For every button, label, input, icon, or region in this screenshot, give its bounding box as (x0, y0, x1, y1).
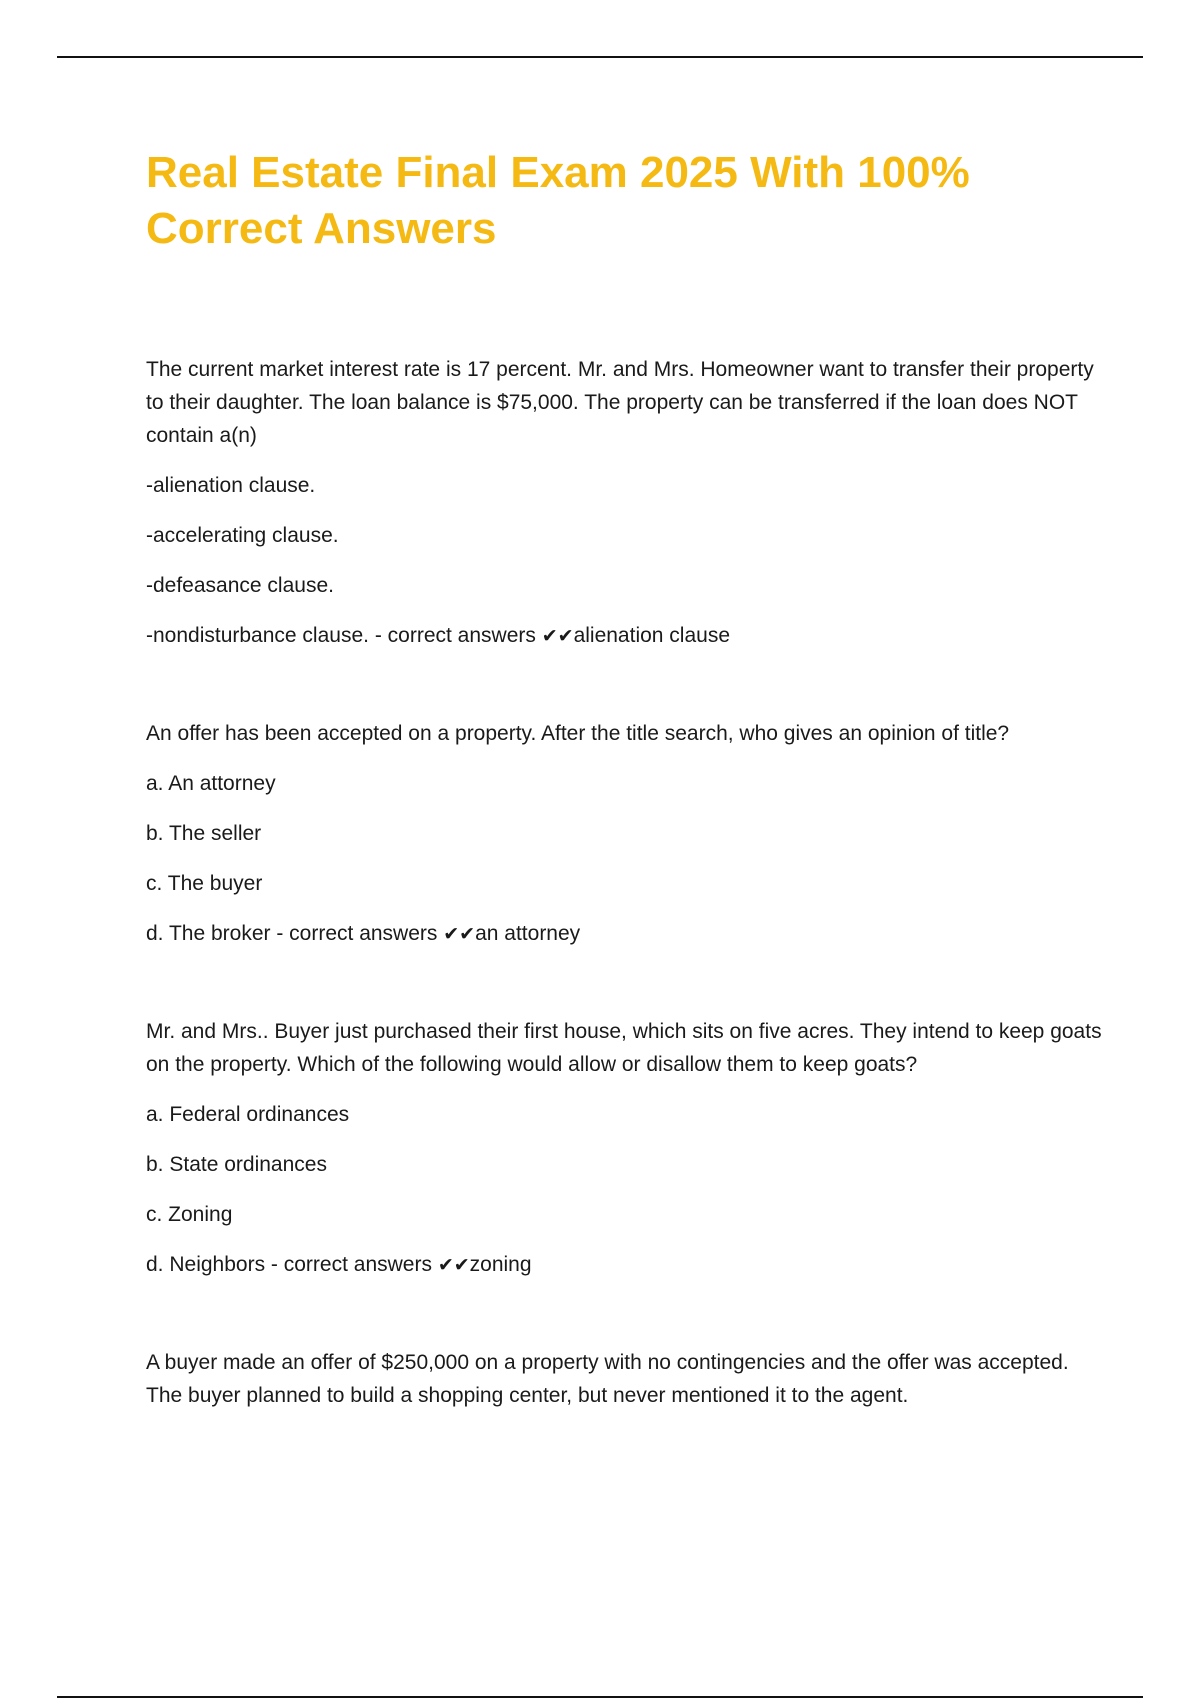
header-rule (57, 56, 1143, 58)
question-4-text: A buyer made an offer of $250,000 on a property with no contingencies and the offer was accepted. The buyer planned to build a shopping center, but never mentioned it to the agent. (146, 1351, 1069, 1407)
answer-marker: - correct answers (374, 624, 536, 647)
question-1-option-1: -alienation clause. (146, 474, 316, 497)
answer-marker: - correct answers (270, 1253, 432, 1276)
double-check-icon: ✔✔ (443, 923, 476, 945)
question-2-answer: an attorney (475, 922, 581, 945)
question-3-option-4: d. Neighbors (146, 1253, 266, 1276)
question-3-option-1: a. Federal ordinances (146, 1103, 350, 1126)
answer-marker: - correct answers (276, 922, 438, 945)
question-2-option-2: b. The seller (146, 822, 262, 845)
question-1-answer: alienation clause (573, 624, 731, 647)
question-2-text: An offer has been accepted on a property. After the title search, who gives an opinion of title? (146, 722, 1010, 745)
question-3-option-3: c. Zoning (146, 1203, 233, 1226)
question-3-option-4-with-answer (146, 1248, 1106, 1282)
question-3 (146, 1015, 1106, 1282)
question-2-option-1: a. An attorney (146, 772, 276, 795)
question-2-option-3: c. The buyer (146, 872, 263, 895)
question-3-text: Mr. and Mrs.. Buyer just purchased their first house, which sits on five acres. They intend to keep goats on the property. Which of the following would allow or disallow them to keep goats? (146, 1020, 1102, 1076)
double-check-icon: ✔✔ (541, 625, 574, 647)
question-1-option-3: -defeasance clause. (146, 574, 334, 597)
question-1-option-4-with-answer (146, 619, 1106, 653)
question-2-option-4-with-answer (146, 917, 1106, 951)
question-2-option-4: d. The broker (146, 922, 271, 945)
footer-rule (57, 1696, 1143, 1698)
document-body (146, 145, 1106, 1412)
double-check-icon: ✔✔ (437, 1254, 470, 1276)
question-3-option-2: b. State ordinances (146, 1153, 327, 1176)
question-1-option-2: -accelerating clause. (146, 524, 339, 547)
question-1-option-4: -nondisturbance clause. (146, 624, 369, 647)
question-4 (146, 1346, 1106, 1412)
page-title: Real Estate Final Exam 2025 With 100% Correct Answers (146, 148, 970, 253)
question-1-text: The current market interest rate is 17 percent. Mr. and Mrs. Homeowner want to transfer their property to their daughter. The loan balance is $75,000. The property can be transferred if the loan does NOT contain a(n) (146, 358, 1094, 447)
question-1 (146, 353, 1106, 653)
question-3-answer: zoning (469, 1253, 532, 1276)
question-2 (146, 717, 1106, 951)
